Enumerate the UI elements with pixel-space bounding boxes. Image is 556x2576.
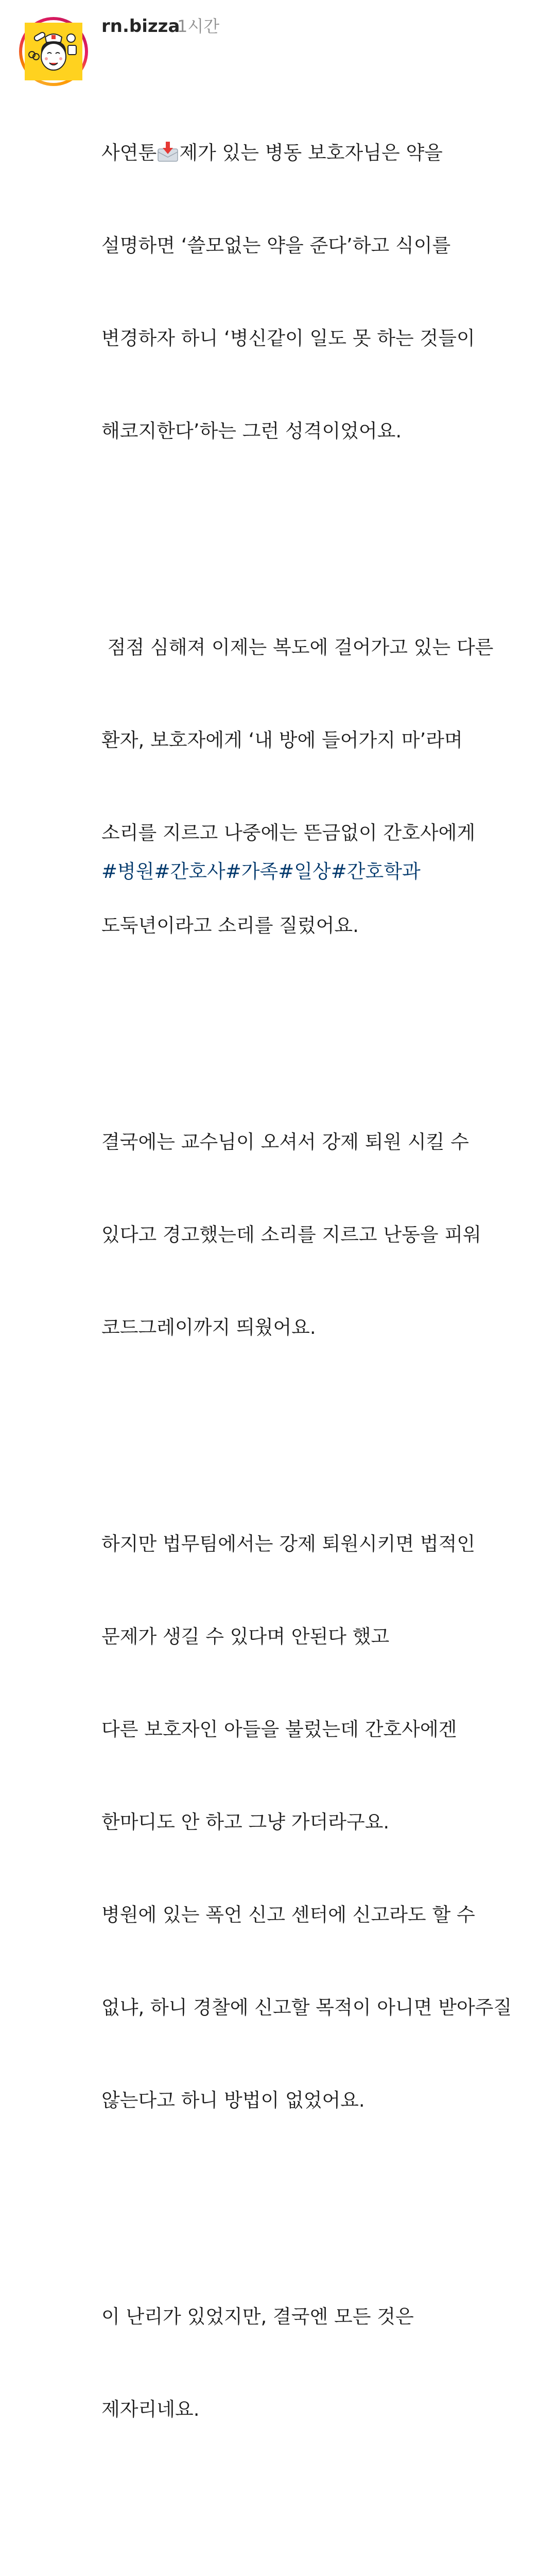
avatar[interactable] xyxy=(19,17,88,86)
caption-line: 제자리네요. xyxy=(101,2398,200,2420)
blank-line xyxy=(101,2487,544,2518)
caption-line: 도둑년이라고 소리를 질렀어요. xyxy=(101,914,359,937)
caption-fragment: 제가 있는 병동 보호자님은 약을 xyxy=(179,142,443,164)
caption-line: 문제가 생길 수 있다며 안된다 했고 xyxy=(101,1625,390,1648)
caption-line: 환자, 보호자에게 ‘내 방에 들어가지 마’라며 xyxy=(101,729,463,751)
caption-line: 한마디도 안 하고 그냥 가더라구요. xyxy=(101,1811,390,1833)
caption-line: 결국에는 교수님이 오셔서 강제 퇴원 시킬 수 xyxy=(101,1131,469,1153)
blank-line xyxy=(101,1405,544,1436)
post-timestamp: 1시간 xyxy=(177,16,220,36)
caption-line: 코드그레이까지 띄웠어요. xyxy=(101,1316,316,1338)
caption-text xyxy=(101,45,544,2576)
blank-line xyxy=(101,1003,544,1034)
blank-line xyxy=(101,2178,544,2209)
cartoon-nurse-avatar-icon xyxy=(25,23,82,80)
caption-line xyxy=(101,138,544,168)
caption-line: 소리를 지르고 나중에는 뜬금없이 간호사에게 xyxy=(101,822,476,844)
caption-line: 하지만 법무팀에서는 강제 퇴원시키면 법적인 xyxy=(101,1533,476,1555)
caption-line: 않는다고 하니 방법이 없었어요. xyxy=(101,2089,365,2111)
hashtag-link[interactable]: #병원 xyxy=(101,860,154,883)
caption-line: 설명하면 ‘쓸모없는 약을 준다’하고 식이를 xyxy=(101,234,451,257)
hashtag-list xyxy=(101,857,421,886)
caption-line: 점점 심해져 이제는 복도에 걸어가고 있는 다른 xyxy=(101,636,494,658)
caption-line: 해코지한다’하는 그런 성격이었어요. xyxy=(101,420,402,442)
caption-line: 없냐, 하니 경찰에 신고할 목적이 아니면 받아주질 xyxy=(101,1996,512,2019)
caption-line: 변경하자 하니 ‘병신같이 일도 못 하는 것들이 xyxy=(101,327,475,349)
inbox-tray-download-emoji-icon xyxy=(157,141,179,173)
hashtag-link[interactable]: #일상 xyxy=(278,860,331,883)
blank-line xyxy=(101,509,544,539)
caption-line: 병원에 있는 폭언 신고 센터에 신고라도 할 수 xyxy=(101,1904,475,1926)
caption-line: 이 난리가 있었지만, 결국엔 모든 것은 xyxy=(101,2306,414,2328)
hashtag-link[interactable]: #간호사 xyxy=(154,860,225,883)
caption-line: 다른 보호자인 아들을 불렀는데 간호사에겐 xyxy=(101,1718,457,1740)
hashtag-link[interactable]: #간호학과 xyxy=(331,860,421,883)
username[interactable]: rn.bizza xyxy=(101,16,180,37)
caption-fragment: 사연툰 xyxy=(101,142,157,164)
hashtag-link[interactable]: #가족 xyxy=(225,860,279,883)
caption-line: 있다고 경고했는데 소리를 지르고 난동을 피워 xyxy=(101,1224,481,1246)
